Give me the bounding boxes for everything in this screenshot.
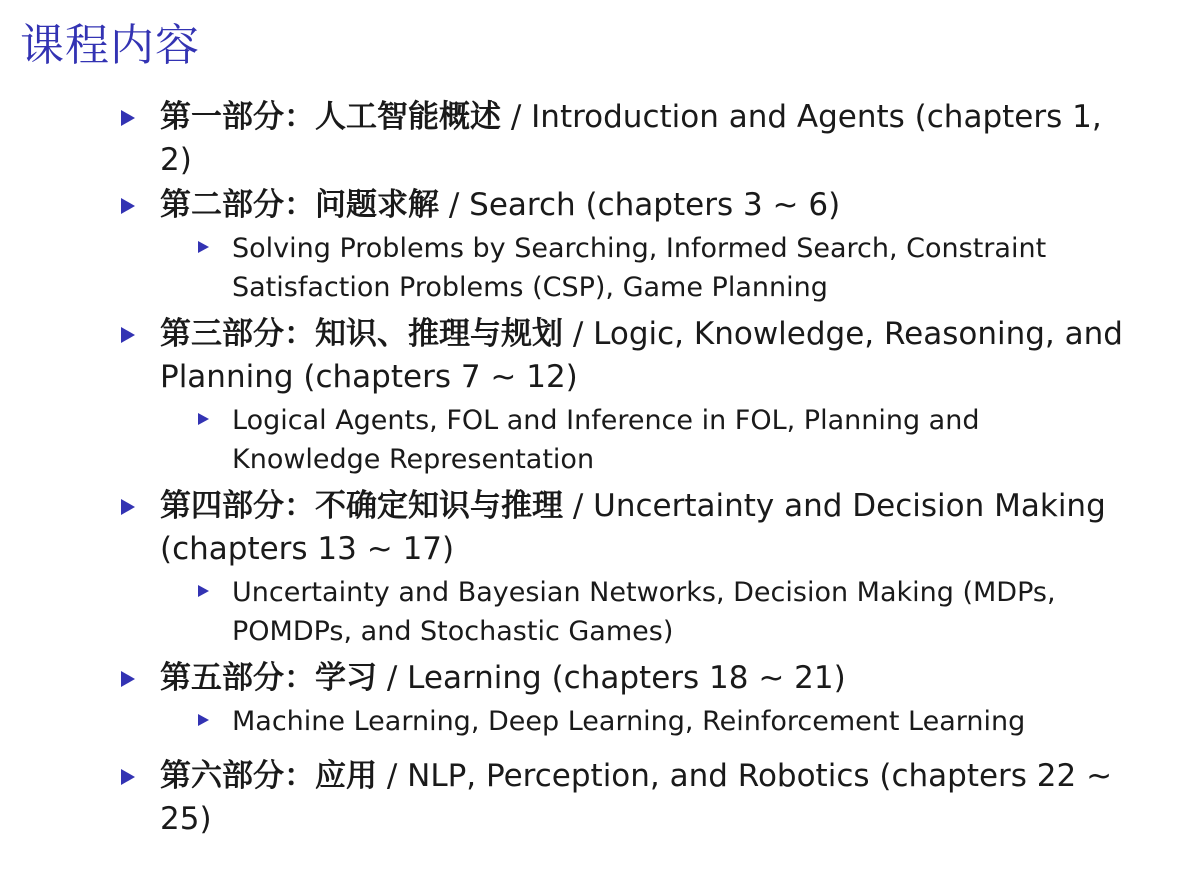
content-list	[0, 96, 1196, 843]
item-en-label: / Search (chapters 3 ∼ 6)	[439, 187, 841, 223]
triangle-bullet-icon	[121, 769, 135, 785]
item-en-label: / NLP, Perception, and Robotics (chapters 22 ∼ 25)	[160, 758, 1113, 837]
slide-title: 课程内容	[20, 20, 200, 71]
item-en-label: / Logic, Knowledge, Reasoning, and Planning (chapters 7 ∼ 12)	[160, 316, 1123, 395]
list-item	[0, 755, 1196, 841]
item-cn-label: 第三部分：知识、推理与规划	[160, 316, 563, 352]
triangle-bullet-icon	[198, 585, 209, 597]
sub-item-label: Machine Learning, Deep Learning, Reinforcement Learning	[232, 706, 1026, 737]
list-item	[0, 96, 1196, 182]
sub-list-item	[0, 229, 1196, 307]
list-item	[0, 657, 1196, 700]
item-cn-label: 第四部分：不确定知识与推理	[160, 488, 563, 524]
triangle-bullet-icon	[121, 327, 135, 343]
triangle-bullet-icon	[121, 499, 135, 515]
triangle-bullet-icon	[198, 241, 209, 253]
item-en-label: / Learning (chapters 18 ∼ 21)	[377, 660, 846, 696]
item-cn-label: 第二部分：问题求解	[160, 187, 439, 223]
list-item	[0, 184, 1196, 227]
sub-item-label: Logical Agents, FOL and Inference in FOL, Planning and Knowledge Representation	[232, 405, 980, 475]
item-cn-label: 第六部分：应用	[160, 758, 377, 794]
triangle-bullet-icon	[198, 413, 209, 425]
sub-item-label: Uncertainty and Bayesian Networks, Decision Making (MDPs, POMDPs, and Stochastic Games)	[232, 577, 1056, 647]
triangle-bullet-icon	[198, 714, 209, 726]
item-en-label: / Introduction and Agents (chapters 1, 2)	[160, 99, 1102, 178]
list-item	[0, 485, 1196, 571]
triangle-bullet-icon	[121, 110, 135, 126]
sub-item-label: Solving Problems by Searching, Informed Search, Constraint Satisfaction Problems (CSP), Game Planning	[232, 233, 1047, 303]
sub-list-item	[0, 702, 1196, 741]
item-en-label: / Uncertainty and Decision Making (chapters 13 ∼ 17)	[160, 488, 1106, 567]
item-cn-label: 第一部分：人工智能概述	[160, 99, 501, 135]
sub-list-item	[0, 401, 1196, 479]
sub-list-item	[0, 573, 1196, 651]
list-item	[0, 313, 1196, 399]
triangle-bullet-icon	[121, 671, 135, 687]
triangle-bullet-icon	[121, 198, 135, 214]
item-cn-label: 第五部分：学习	[160, 660, 377, 696]
